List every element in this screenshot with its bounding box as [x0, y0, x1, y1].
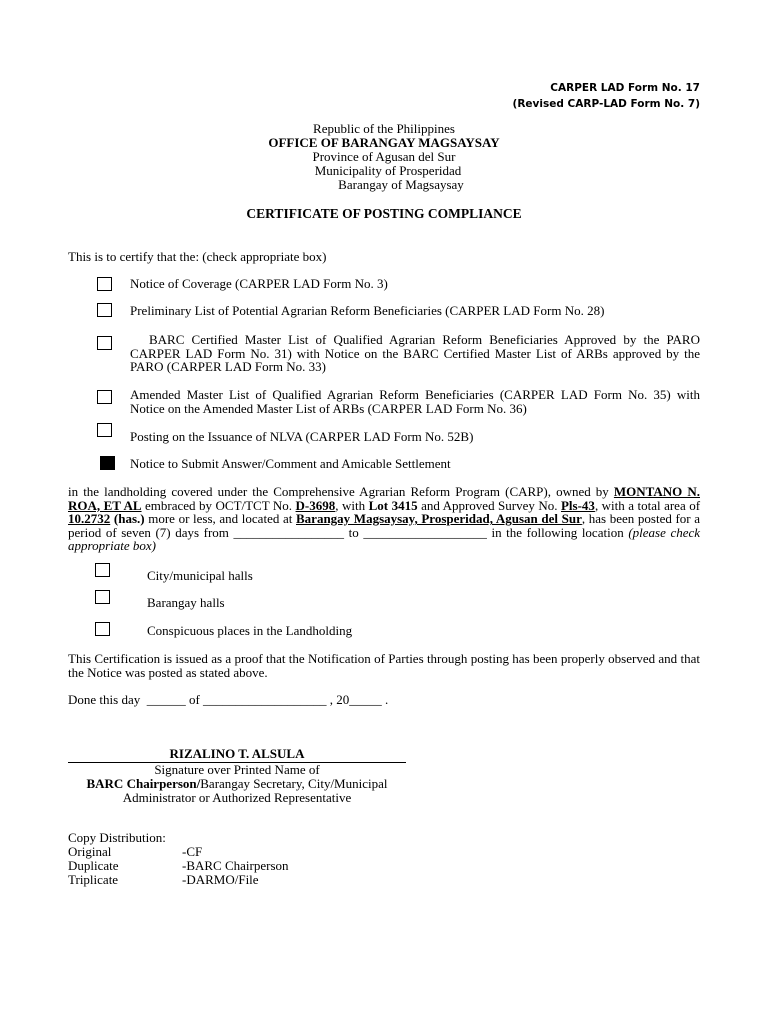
- total-area: 10.2732: [68, 511, 111, 527]
- option-notice-to-submit-answer: Notice to Submit Answer/Comment and Amicable Settlement: [130, 456, 451, 471]
- checkbox-barangay-halls[interactable]: [95, 590, 110, 604]
- distribution-row: [68, 873, 289, 887]
- signatory-caption-line2: [68, 777, 406, 791]
- checkbox-amended-master-list[interactable]: [97, 390, 112, 404]
- signatory-caption-line1: Signature over Printed Name of: [154, 762, 320, 777]
- distribution-copy: Duplicate: [68, 858, 119, 873]
- form-number: [513, 80, 700, 112]
- location-barangay-halls: Barangay halls: [147, 595, 225, 610]
- form-number-line1: CARPER LAD Form No. 17: [550, 82, 700, 94]
- lh-text-5: , with a total area of: [594, 497, 701, 513]
- copy-distribution-title: Copy Distribution:: [68, 830, 166, 845]
- document-header: [0, 122, 768, 192]
- checkbox-city-municipal-halls[interactable]: [95, 563, 110, 577]
- lh-text-2: embraced by OCT/TCT No.: [145, 497, 293, 513]
- posting-from-blank[interactable]: _________________: [233, 524, 345, 540]
- owner-name: MONTANO N. ROA, ET AL: [68, 484, 700, 513]
- lh-text-10: (please check appropriate box): [68, 524, 701, 554]
- option-barc-certified-list: [130, 333, 700, 374]
- checkbox-nlva-posting[interactable]: [97, 423, 112, 437]
- survey-number: Pls-43: [560, 497, 595, 513]
- signatory-role-rest: Barangay Secretary, City/Municipal: [200, 776, 388, 791]
- option-preliminary-list: Preliminary List of Potential Agrarian Reform Beneficiaries (CARPER LAD Form No. 28): [130, 303, 605, 318]
- option-amended-master-list: Amended Master List of Qualified Agrarian Reform Beneficiaries (CARPER LAD Form No. 35) with Notice on the Amended Master List of ARBs (CARPER LAD Form No. 36): [130, 387, 700, 416]
- posting-to-blank[interactable]: ___________________: [363, 524, 487, 540]
- distribution-recipient: -BARC Chairperson: [182, 858, 289, 873]
- option-notice-of-coverage: Notice of Coverage (CARPER LAD Form No. 3): [130, 276, 388, 291]
- copy-distribution: [68, 831, 289, 887]
- office-line: OFFICE OF BARANGAY MAGSAYSAY: [268, 135, 500, 150]
- province-line: Province of Agusan del Sur: [312, 149, 456, 164]
- checkbox-notice-to-submit-answer[interactable]: [100, 456, 115, 470]
- lh-text-7: , has been posted for a period of seven (7) days from: [68, 511, 701, 540]
- signatory-name: RIZALINO T. ALSULA: [169, 746, 305, 761]
- signatory-role-bold: BARC Chairperson/: [86, 776, 201, 791]
- lh-text-4: and Approved Survey No.: [421, 497, 558, 513]
- done-this-day-line: Done this day ______ of ___________________ , 20_____ .: [68, 692, 389, 707]
- location-city-municipal-halls: City/municipal halls: [147, 568, 253, 583]
- checkbox-preliminary-list[interactable]: [97, 303, 112, 317]
- distribution-recipient: -DARMO/File: [182, 872, 259, 887]
- municipality-line: Municipality of Prosperidad: [314, 163, 462, 178]
- option-barc-certified-list-label: BARC Certified Master List of Qualified Agrarian Reform Beneficiaries Approved by the PARO CARPER LAD Form No. 31) with Notice on the BARC Certified Master List of ARBs approved by the PARO (CARPER LAD Form No. 33): [130, 332, 700, 374]
- lh-text-6: more or less, and located at: [148, 511, 293, 527]
- intro-text: This is to certify that the: (check appropriate box): [68, 249, 327, 264]
- distribution-row: [68, 845, 289, 859]
- form-number-line2: (Revised CARP-LAD Form No. 7): [512, 98, 700, 110]
- property-location: Barangay Magsaysay, Prosperidad, Agusan del Sur: [296, 511, 582, 527]
- lot-number: Lot 3415: [368, 497, 418, 513]
- checkbox-notice-of-coverage[interactable]: [97, 277, 112, 291]
- area-unit: (has.): [113, 511, 145, 527]
- document-title: CERTIFICATE OF POSTING COMPLIANCE: [246, 206, 522, 221]
- barangay-line: Barangay of Magsaysay: [338, 177, 464, 192]
- signatory-caption-line3: Administrator or Authorized Representative: [122, 790, 352, 805]
- distribution-copy: Triplicate: [68, 872, 119, 887]
- signatory-caption: [68, 763, 406, 805]
- republic-line: Republic of the Philippines: [313, 121, 455, 136]
- checkbox-conspicuous-places[interactable]: [95, 622, 110, 636]
- landholding-paragraph: [68, 485, 700, 553]
- checkbox-barc-certified-list[interactable]: [97, 336, 112, 350]
- option-nlva-posting: Posting on the Issuance of NLVA (CARPER LAD Form No. 52B): [130, 429, 474, 444]
- distribution-row: [68, 859, 289, 873]
- lh-text-9: in the following location: [491, 524, 624, 540]
- lh-text-1: in the landholding covered under the Comprehensive Agrarian Reform Program (CARP), owned by: [68, 484, 609, 499]
- lh-text-3: , with: [335, 497, 366, 513]
- distribution-recipient: -CF: [182, 844, 203, 859]
- distribution-copy: Original: [68, 844, 112, 859]
- location-conspicuous-places: Conspicuous places in the Landholding: [147, 623, 353, 638]
- lh-text-8: to: [348, 524, 359, 540]
- certification-statement: This Certification is issued as a proof that the Notification of Parties through posting has been properly observed and that the Notice was posted as stated above.: [68, 651, 700, 680]
- oct-tct-number: D-3698: [295, 497, 336, 513]
